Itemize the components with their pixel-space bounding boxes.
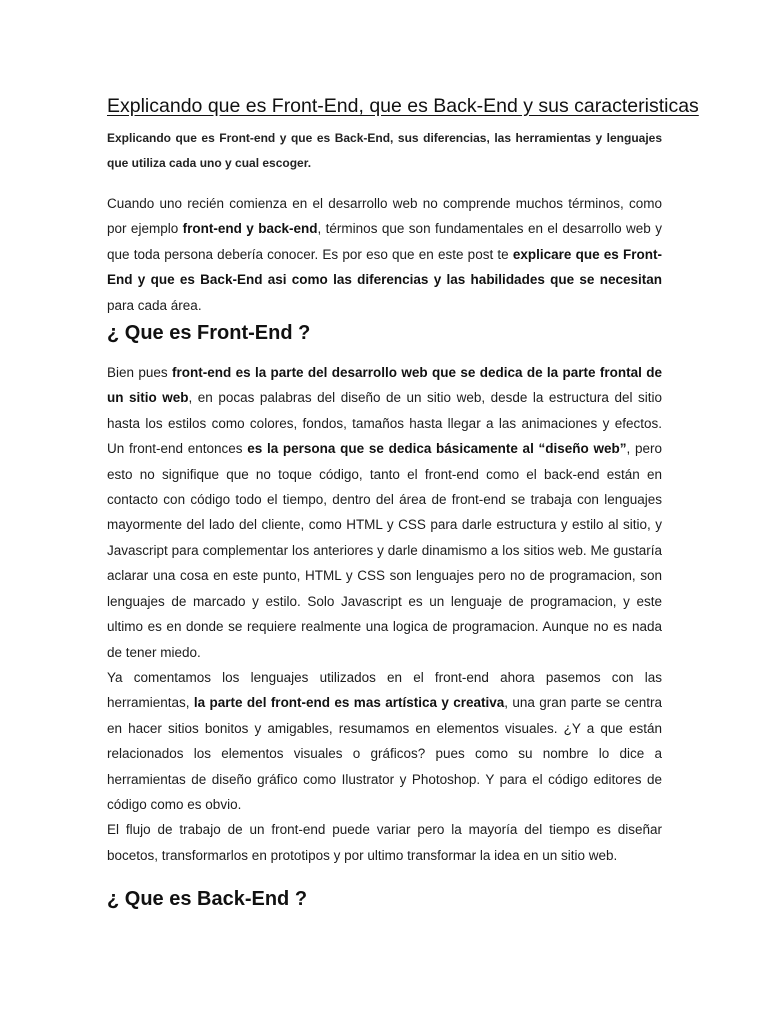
front-end-paragraph-2 [107,665,662,817]
intro-text-3: para cada área. [107,297,202,313]
front-p1-bold-2: es la persona que se dedica básicamente al “diseño web” [247,441,627,457]
front-p2-text-2: , una gran parte se centra en hacer sitios bonitos y amigables, resumamos en elementos visuales. ¿Y a que están relacionados los elementos visuales o gráficos? pues como su nombre lo dice a herramientas de diseño gráfico como Ilustrator y Photoshop. Y para el código editores de código como es obvio. [107,695,662,812]
front-p1-text-2: , en pocas palabras del diseño de un sitio web, desde la estructura del sitio hasta los estilos como colores, fondos, tamaños hasta llegar a las animaciones y efectos. Un front-end entonces [107,390,662,457]
front-p2-text-1: Ya comentamos los lenguajes utilizados en el front-end ahora pasemos con las herramientas, [107,669,662,711]
document-subtitle: Explicando que es Front-end y que es Back-End, sus diferencias, las herramientas y lenguajes que utiliza cada uno y cual escoger. [107,131,662,170]
front-p2-bold-1: la parte del front-end es mas artística y creativa [193,695,505,711]
intro-bold-2: explicare que es Front-End y que es Back-End asi como las diferencias y las habilidades que se necesitan [107,246,662,288]
front-end-paragraph-1 [107,360,662,665]
front-p1-text-1: Bien pues [107,365,172,381]
back-end-heading: ¿ Que es Back-End ? [107,888,308,911]
document-title: Explicando que es Front-End, que es Back-End y sus caracteristicas [107,95,699,117]
front-end-paragraph-3: El flujo de trabajo de un front-end puede variar pero la mayoría del tiempo es diseñar bocetos, transformarlos en prototipos y por ultimo transformar la idea en un sitio web. [107,822,662,863]
intro-text-2: , términos que son fundamentales en el desarrollo web y que toda persona debería conocer. Es por eso que en este post te [107,221,662,262]
document-page [107,92,699,914]
intro-bold-1: front-end y back-end [182,221,318,237]
intro-text-1: Cuando uno recién comienza en el desarrollo web no comprende muchos términos, como por ejemplo [107,196,662,237]
intro-paragraph [107,191,662,318]
front-p1-text-3: , pero esto no signifique que no toque código, tanto el front-end como el back-end están en contacto con código todo el tiempo, dentro del área de front-end se trabaja con lenguajes mayormente del lado del cliente, como HTML y CSS para darle estructura y estilo al sitio, y Javascript para complementar los anteriores y darle dinamismo a los sitios web. Me gustaría aclarar una cosa en este punto, HTML y CSS son lenguajes pero no de programacion, son lenguajes de marcado y estilo. Solo Javascript es un lenguaje de programacion, y este ultimo es en donde se requiere realmente una logica de programacion. Aunque no es nada de tener miedo. [107,441,662,660]
front-p1-bold-1: front-end es la parte del desarrollo web que se dedica de la parte frontal de un sitio web [107,365,663,406]
front-end-heading: ¿ Que es Front-End ? [107,322,311,345]
